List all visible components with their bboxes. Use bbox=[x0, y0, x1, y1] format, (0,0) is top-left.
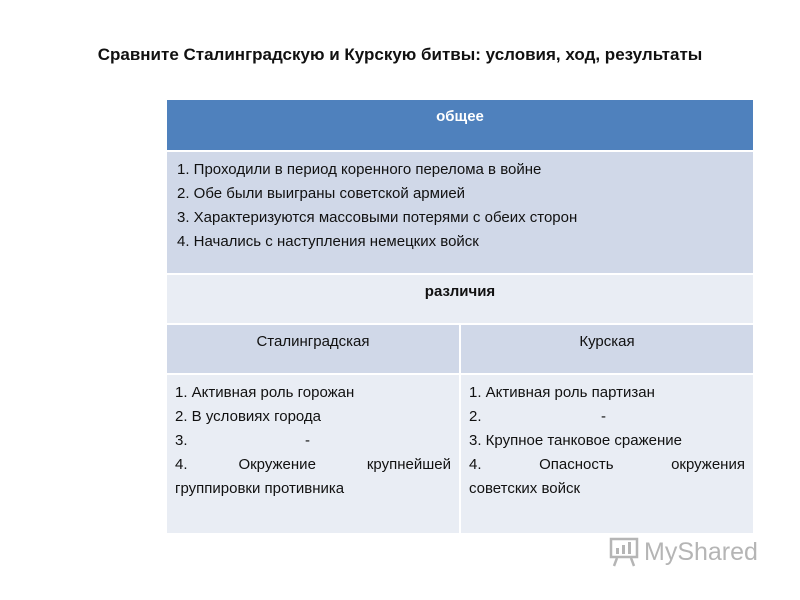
stalingrad-item-4-number: 4. bbox=[175, 456, 188, 473]
stalingrad-item-4-cont: группировки противника bbox=[175, 480, 345, 497]
stalingrad-item-1: 1. Активная роль горожан bbox=[175, 384, 355, 401]
stalingrad-item-4 bbox=[175, 453, 451, 477]
common-items-row bbox=[167, 150, 753, 273]
stalingrad-item-4-word1: Окружение bbox=[238, 456, 316, 473]
stalingrad-item-4-word2: крупнейшей bbox=[366, 456, 451, 473]
watermark bbox=[608, 536, 758, 568]
kursk-item-2-dash: - bbox=[601, 408, 606, 425]
kursk-item-2-number: 2. bbox=[469, 408, 482, 425]
kursk-item-4 bbox=[469, 453, 745, 477]
column-header-stalingrad: Сталинградская bbox=[167, 325, 461, 373]
slide-title: Сравните Сталинградскую и Курскую битвы: условия, ход, результаты bbox=[97, 45, 703, 64]
differences-header: различия bbox=[424, 283, 496, 300]
kursk-item-3: 3. Крупное танковое сражение bbox=[469, 432, 682, 449]
kursk-item-4-number: 4. bbox=[469, 456, 482, 473]
stalingrad-item-3-number: 3. bbox=[175, 432, 188, 449]
presentation-board-icon bbox=[608, 536, 640, 568]
common-header: общее bbox=[436, 108, 484, 125]
kursk-item-4-cont: советских войск bbox=[469, 480, 581, 497]
kursk-item-4-word1: Опасность bbox=[539, 456, 614, 473]
battle-columns-row bbox=[167, 323, 753, 373]
common-item-2: 2. Обе были выиграны советской армией bbox=[177, 185, 466, 202]
comparison-table bbox=[167, 100, 753, 533]
stalingrad-item-3 bbox=[175, 429, 451, 453]
kursk-item-4-word2: окружения bbox=[671, 456, 745, 473]
kursk-list bbox=[461, 375, 753, 533]
differences-header-row bbox=[167, 273, 753, 323]
common-header-row bbox=[167, 100, 753, 150]
column-header-kursk: Курская bbox=[579, 333, 635, 350]
stalingrad-item-3-dash: - bbox=[305, 432, 310, 449]
kursk-item-1: 1. Активная роль партизан bbox=[469, 384, 655, 401]
differences-items-row bbox=[167, 373, 753, 533]
common-item-3: 3. Характеризуются массовыми потерями с обеих сторон bbox=[177, 209, 578, 226]
kursk-item-2 bbox=[469, 405, 745, 429]
stalingrad-list bbox=[167, 375, 461, 533]
watermark-text: MyShared bbox=[644, 537, 758, 566]
common-item-4: 4. Начались с наступления немецких войск bbox=[177, 233, 479, 250]
stalingrad-item-2: 2. В условиях города bbox=[175, 408, 322, 425]
common-item-1: 1. Проходили в период коренного перелома в войне bbox=[177, 161, 542, 178]
